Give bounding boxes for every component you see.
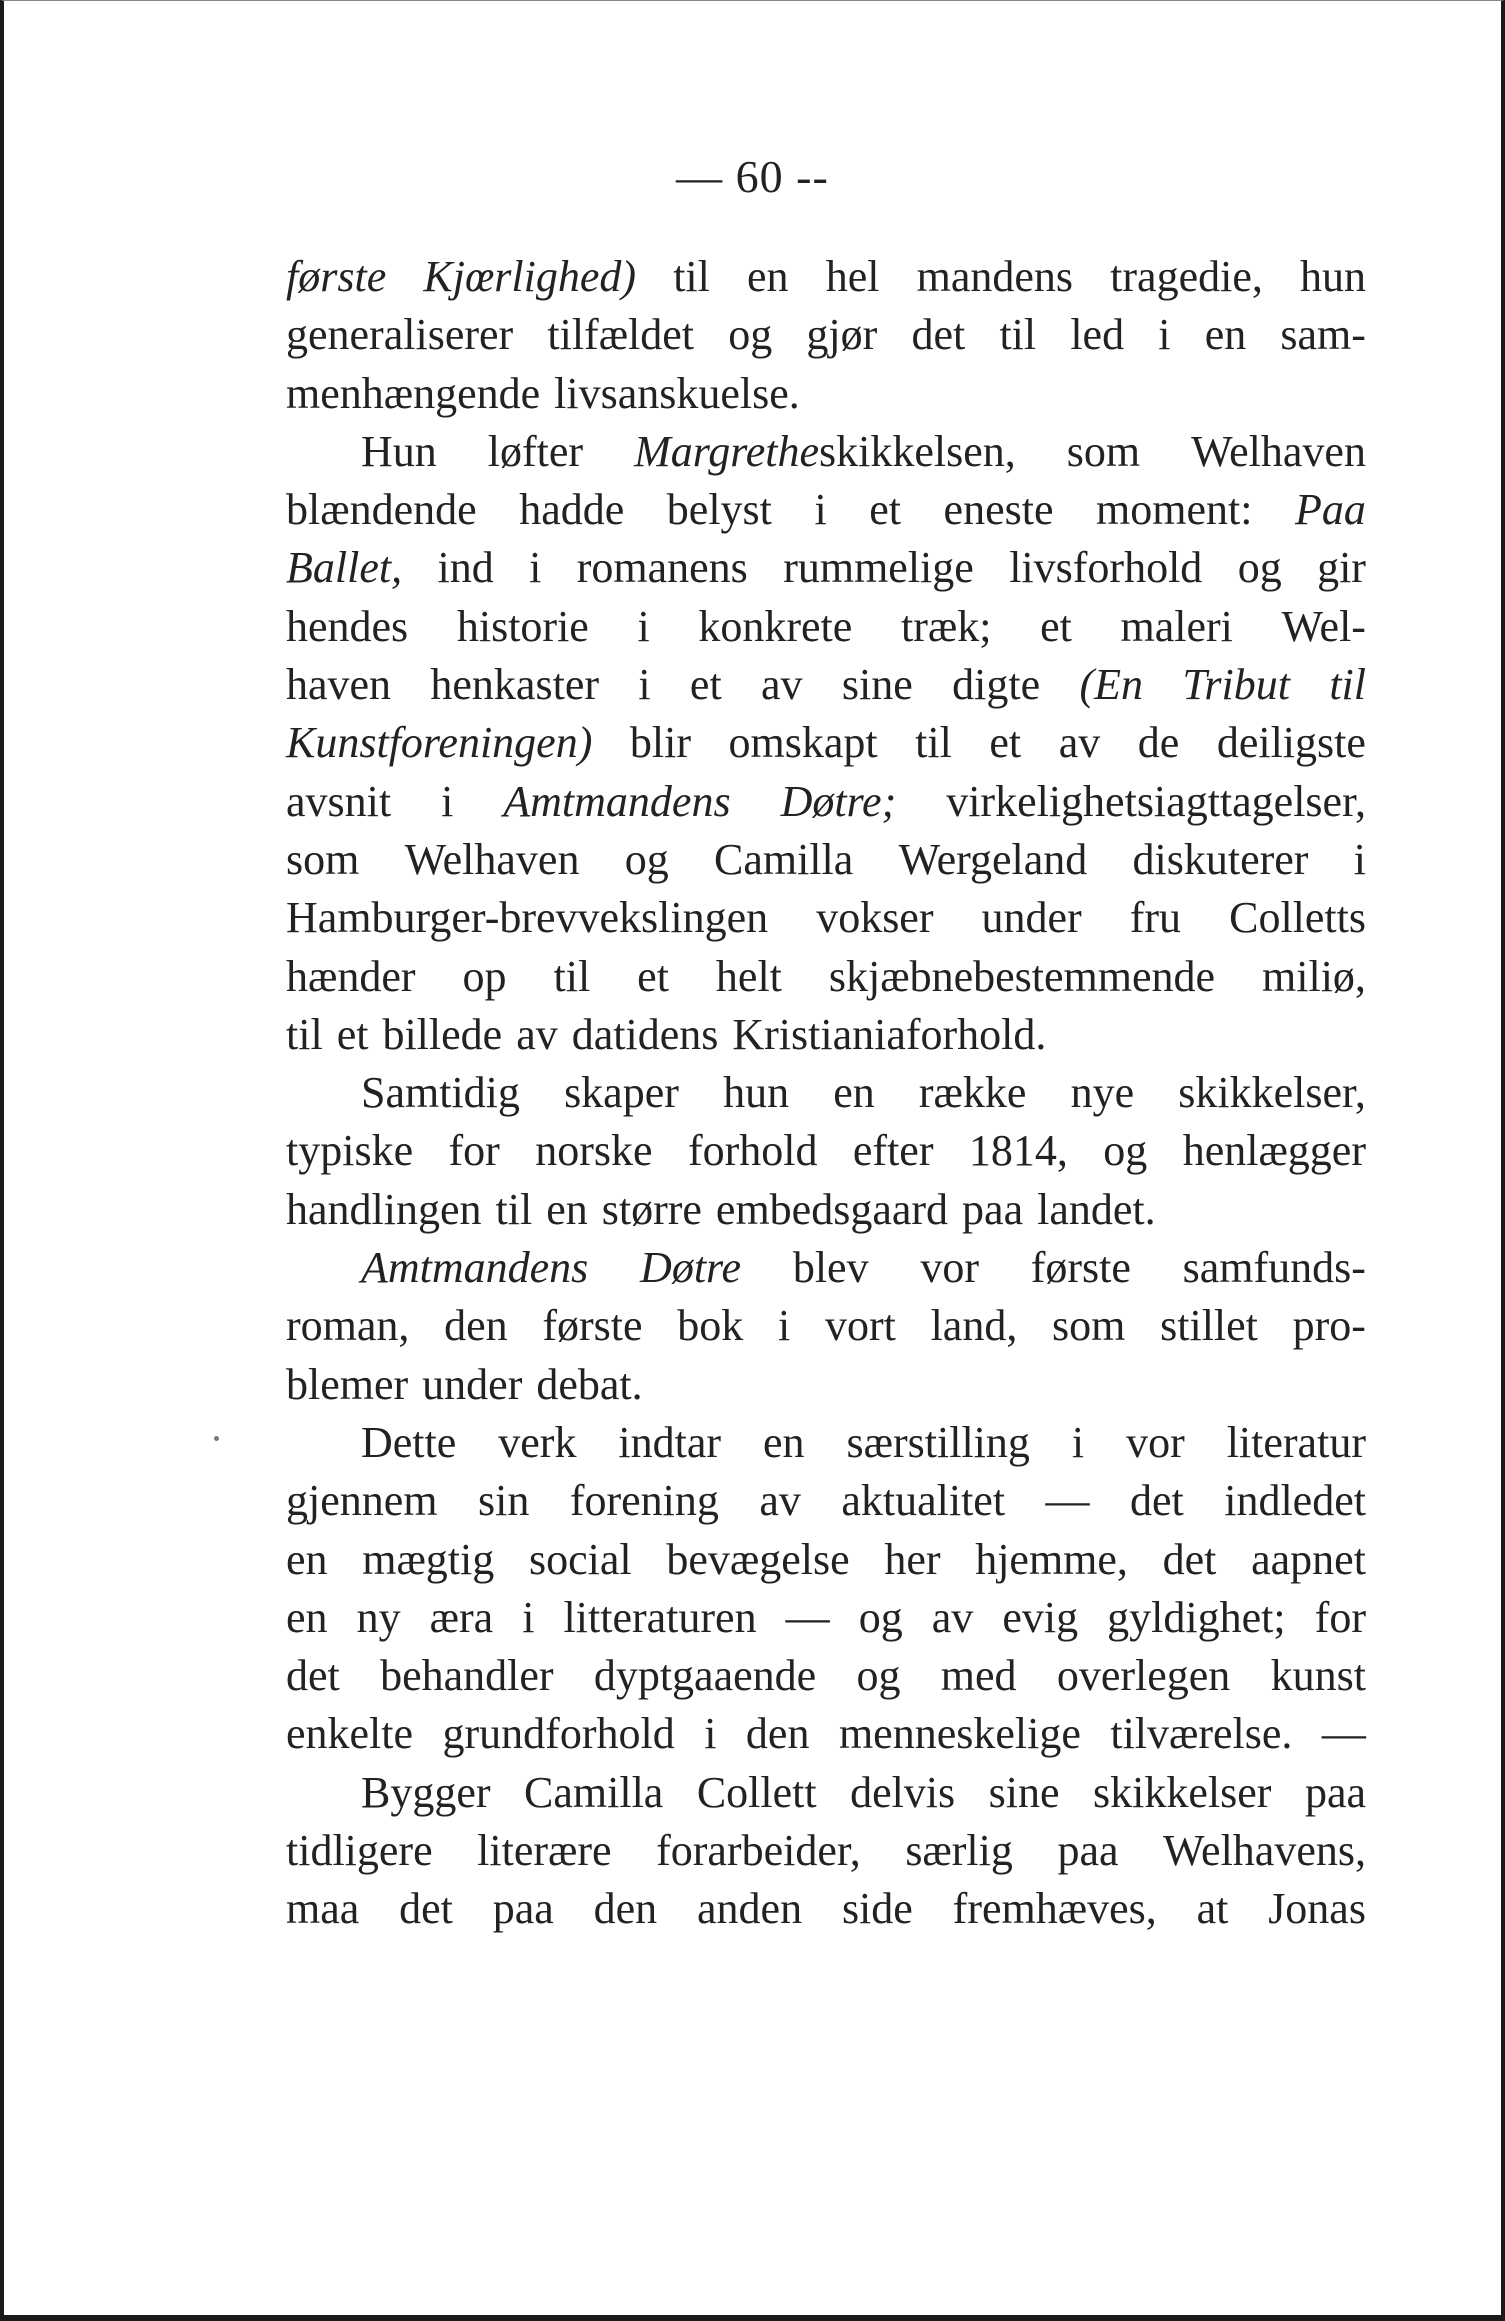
word: haven xyxy=(286,660,392,710)
word: skaper xyxy=(564,1068,679,1118)
word: den xyxy=(444,1301,508,1351)
word: aktualitet xyxy=(841,1476,1006,1526)
word: første xyxy=(286,252,387,301)
text-line xyxy=(286,948,1366,1006)
word: tilfældet xyxy=(547,310,695,360)
word: eneste xyxy=(943,485,1054,535)
word: til xyxy=(915,718,952,768)
word: skikkelser xyxy=(1093,1767,1272,1817)
word: til xyxy=(1329,660,1366,710)
word: kunst xyxy=(1270,1651,1366,1701)
word: delvis xyxy=(850,1767,956,1817)
word: henlægger xyxy=(1182,1126,1366,1176)
word: ny xyxy=(356,1592,401,1642)
word: efter xyxy=(852,1126,934,1176)
word: gjør xyxy=(806,310,878,360)
word: og xyxy=(858,1592,903,1642)
word: for xyxy=(1314,1592,1366,1642)
text-line xyxy=(286,1181,1366,1239)
word: sine xyxy=(988,1767,1060,1817)
word: særstilling xyxy=(846,1417,1030,1467)
word: romanens xyxy=(576,543,748,593)
word: stillet xyxy=(1160,1301,1258,1351)
word: hadde xyxy=(519,485,625,535)
word: maleri xyxy=(1120,601,1233,651)
word: indtar xyxy=(618,1417,722,1467)
word: en xyxy=(286,1592,328,1642)
word: i xyxy=(637,601,650,651)
word: bevægelse xyxy=(666,1534,850,1584)
word: livsanskuelse. xyxy=(554,368,800,418)
word: mægtig xyxy=(362,1534,495,1584)
word: i xyxy=(638,660,651,710)
word: Ballet, xyxy=(286,543,403,593)
word: handlingen xyxy=(286,1184,482,1234)
word: pro- xyxy=(1292,1301,1366,1351)
word: og xyxy=(856,1651,901,1701)
word: en xyxy=(763,1417,805,1467)
word: maa xyxy=(286,1884,360,1934)
word: under xyxy=(981,893,1082,943)
word: i xyxy=(1353,834,1366,884)
word: de xyxy=(1137,718,1180,768)
word: miliø, xyxy=(1262,951,1366,1001)
word: træk; xyxy=(900,601,992,651)
word: første xyxy=(542,1301,643,1351)
word: her xyxy=(884,1534,941,1584)
word: fremhæves, xyxy=(952,1884,1157,1934)
word: en xyxy=(546,1184,588,1234)
text-line xyxy=(286,1064,1366,1122)
word: led xyxy=(1070,310,1125,360)
word: Welhaven xyxy=(1191,426,1366,476)
word: for xyxy=(448,1126,500,1176)
word: i xyxy=(1071,1417,1085,1467)
word: et xyxy=(1040,601,1072,651)
text-line xyxy=(286,1822,1366,1880)
word: et xyxy=(689,660,722,710)
word: norske xyxy=(535,1126,653,1176)
word: det xyxy=(399,1884,453,1934)
word: og xyxy=(728,310,773,360)
word: Døtre; xyxy=(780,776,897,826)
text-line xyxy=(286,889,1366,947)
word: Amtmandens xyxy=(361,1243,589,1293)
word: ind xyxy=(437,543,494,593)
word: roman, xyxy=(286,1301,410,1351)
word: til xyxy=(495,1184,533,1234)
word: og xyxy=(1103,1126,1148,1176)
word: skjæbnebestemmende xyxy=(828,951,1216,1001)
word: paa xyxy=(1057,1826,1119,1876)
word: hun xyxy=(1300,252,1366,301)
text-line xyxy=(286,1356,1366,1414)
word: Paa xyxy=(1295,485,1366,535)
word: til xyxy=(673,252,710,301)
word: anden xyxy=(697,1884,803,1934)
word: Camilla xyxy=(713,834,854,884)
word: tilværelse. xyxy=(1110,1709,1293,1759)
word: til xyxy=(999,310,1037,360)
word: et xyxy=(637,951,669,1001)
text-line xyxy=(286,539,1366,597)
word: belyst xyxy=(666,485,772,535)
word: rummelige xyxy=(783,543,974,593)
word: til xyxy=(553,951,591,1001)
word: billede xyxy=(382,1009,503,1059)
word: fru xyxy=(1129,893,1182,943)
word: paa xyxy=(1304,1767,1366,1817)
word: Døtre xyxy=(640,1243,742,1293)
word: i xyxy=(1158,310,1171,360)
word: avsnit xyxy=(286,776,392,826)
word: en xyxy=(833,1068,875,1118)
word: vokser xyxy=(816,893,934,943)
word: sam- xyxy=(1280,310,1366,360)
word: omskapt xyxy=(728,718,878,768)
word: henkaster xyxy=(430,660,599,710)
text-line xyxy=(286,1705,1366,1763)
word: Camilla xyxy=(524,1767,664,1817)
word: literatur xyxy=(1226,1417,1366,1467)
word: Dette xyxy=(361,1417,457,1467)
text-line xyxy=(286,1239,1366,1297)
word: paa xyxy=(492,1884,554,1934)
word: grundforhold xyxy=(442,1709,675,1759)
word: landet. xyxy=(1037,1184,1156,1234)
word: vor xyxy=(1126,1417,1185,1467)
word: blemer xyxy=(286,1359,409,1409)
word: mandens xyxy=(916,252,1074,301)
word: skikkelser, xyxy=(1178,1068,1366,1118)
word: Kristianiaforhold. xyxy=(732,1009,1047,1059)
word: Welhaven xyxy=(404,834,580,884)
word: — xyxy=(1045,1476,1090,1526)
word: generaliserer xyxy=(286,310,514,360)
text-line xyxy=(286,1647,1366,1705)
text-line xyxy=(286,1764,1366,1822)
word: den xyxy=(745,1709,810,1759)
word: av xyxy=(516,1009,558,1059)
word: Welhavens, xyxy=(1163,1826,1366,1876)
word: blændende xyxy=(286,485,477,535)
word: i xyxy=(522,1592,535,1642)
word: av xyxy=(931,1592,974,1642)
word: debat. xyxy=(536,1359,643,1409)
text-line xyxy=(286,481,1366,539)
word: moment: xyxy=(1096,485,1253,535)
text-line xyxy=(286,248,1366,306)
word: av xyxy=(759,1476,801,1526)
word: land, xyxy=(930,1301,1018,1351)
word: enkelte xyxy=(286,1709,414,1759)
word: hjemme, xyxy=(975,1534,1128,1584)
word: dyptgaaende xyxy=(593,1651,817,1701)
word: en xyxy=(747,252,789,301)
word: behandler xyxy=(380,1651,554,1701)
word: som xyxy=(286,834,360,884)
word: det xyxy=(1162,1534,1217,1584)
word: virkelighetsiagttagelser, xyxy=(946,776,1366,826)
word: historie xyxy=(456,601,589,651)
word: (En xyxy=(1079,660,1143,710)
text-line xyxy=(286,1297,1366,1355)
word: forarbeider, xyxy=(656,1826,861,1876)
word: 1814, xyxy=(968,1126,1068,1176)
word: livsforhold xyxy=(1009,543,1203,593)
word: et xyxy=(869,485,901,535)
word: op xyxy=(462,951,507,1001)
word: gyldighet; xyxy=(1107,1592,1286,1642)
text-line xyxy=(286,714,1366,772)
word: hel xyxy=(825,252,880,301)
word: aapnet xyxy=(1251,1534,1366,1584)
word: hun xyxy=(723,1068,790,1118)
word: i xyxy=(704,1709,717,1759)
word: verk xyxy=(498,1417,577,1467)
word: i xyxy=(814,485,827,535)
word: tragedie, xyxy=(1110,252,1263,301)
text-line xyxy=(286,598,1366,656)
word: vort xyxy=(824,1301,896,1351)
word: konkrete xyxy=(698,601,853,651)
word: i xyxy=(778,1301,791,1351)
word: Kunstforeningen) xyxy=(286,718,593,768)
word: forening xyxy=(569,1476,719,1526)
word: Wergeland xyxy=(898,834,1088,884)
word: Wel- xyxy=(1281,601,1366,651)
word: av xyxy=(1058,718,1101,768)
word: som xyxy=(1066,426,1141,476)
word-suffix: skikkelsen, xyxy=(819,426,1016,476)
word: Amtmandens xyxy=(503,776,731,826)
word: som xyxy=(1052,1301,1126,1351)
word: Hun xyxy=(361,426,437,476)
word: større xyxy=(601,1184,702,1234)
word: en xyxy=(286,1534,328,1584)
text-line xyxy=(286,1531,1366,1589)
word: at xyxy=(1196,1884,1229,1934)
word: række xyxy=(918,1068,1027,1118)
word: det xyxy=(1130,1476,1184,1526)
word: social xyxy=(528,1534,632,1584)
word: Jonas xyxy=(1268,1884,1366,1934)
word: evig xyxy=(1002,1592,1079,1642)
word: samfunds- xyxy=(1182,1243,1366,1293)
text-line xyxy=(286,773,1366,831)
word: menhængende xyxy=(286,368,541,418)
word: det xyxy=(286,1651,340,1701)
word: — xyxy=(785,1592,830,1642)
word: og xyxy=(624,834,669,884)
text-line xyxy=(286,1880,1366,1938)
word: sin xyxy=(477,1476,530,1526)
word: et xyxy=(989,718,1022,768)
stray-ink-dot xyxy=(214,1436,219,1441)
word: i xyxy=(441,776,454,826)
word: paa xyxy=(962,1184,1024,1234)
word: datidens xyxy=(571,1009,719,1059)
word: helt xyxy=(715,951,782,1001)
word: Colletts xyxy=(1229,893,1366,943)
word: Samtidig xyxy=(361,1068,520,1118)
text-line xyxy=(286,423,1366,481)
word: Hamburger-brevvekslingen xyxy=(286,893,769,943)
text-line xyxy=(286,365,1366,423)
word: særlig xyxy=(905,1826,1013,1876)
word: blir xyxy=(629,718,691,768)
word: tidligere xyxy=(286,1826,433,1876)
word: første xyxy=(1030,1243,1131,1293)
text-line xyxy=(286,1472,1366,1530)
word: overlegen xyxy=(1056,1651,1231,1701)
word: løfter xyxy=(487,426,584,476)
word: indledet xyxy=(1224,1476,1366,1526)
text-line xyxy=(286,1414,1366,1472)
word: i xyxy=(529,543,542,593)
word: diskuterer xyxy=(1132,834,1309,884)
text-line xyxy=(286,1006,1366,1064)
word: til xyxy=(286,1009,323,1059)
text-line xyxy=(286,306,1366,364)
word: — xyxy=(1321,1709,1366,1759)
word: hendes xyxy=(286,601,409,651)
word: embedsgaard xyxy=(715,1184,949,1234)
word: bok xyxy=(677,1301,744,1351)
word: et xyxy=(336,1009,369,1059)
word: Kjœrlighed) xyxy=(423,252,637,301)
body-text xyxy=(286,248,1366,1939)
word: literære xyxy=(477,1826,612,1876)
word: gir xyxy=(1317,543,1366,593)
text-line xyxy=(286,1589,1366,1647)
word: side xyxy=(841,1884,913,1934)
word: hænder xyxy=(286,951,416,1001)
word: deiligste xyxy=(1216,718,1366,768)
word: æra xyxy=(429,1592,494,1642)
word: gjennem xyxy=(286,1476,438,1526)
word: Margretheskikkelsen, xyxy=(634,426,1016,476)
word: under xyxy=(422,1359,523,1409)
word: typiske xyxy=(286,1126,414,1176)
word: vor xyxy=(920,1243,979,1293)
word: digte xyxy=(952,660,1041,710)
word: med xyxy=(940,1651,1017,1701)
word: litteraturen xyxy=(563,1592,757,1642)
word: forhold xyxy=(687,1126,818,1176)
text-line xyxy=(286,1122,1366,1180)
word: Collett xyxy=(696,1767,817,1817)
word: det xyxy=(911,310,966,360)
text-line xyxy=(286,656,1366,714)
word: menneskelige xyxy=(838,1709,1081,1759)
text-line xyxy=(286,831,1366,889)
word: og xyxy=(1237,543,1282,593)
word: nye xyxy=(1070,1068,1135,1118)
word: en xyxy=(1204,310,1247,360)
word: sine xyxy=(841,660,913,710)
word: den xyxy=(593,1884,658,1934)
word: blev xyxy=(792,1243,869,1293)
page-number: — 60 -- xyxy=(676,151,829,202)
word: av xyxy=(761,660,803,710)
word: Bygger xyxy=(361,1767,491,1817)
word: Tribut xyxy=(1182,660,1290,710)
